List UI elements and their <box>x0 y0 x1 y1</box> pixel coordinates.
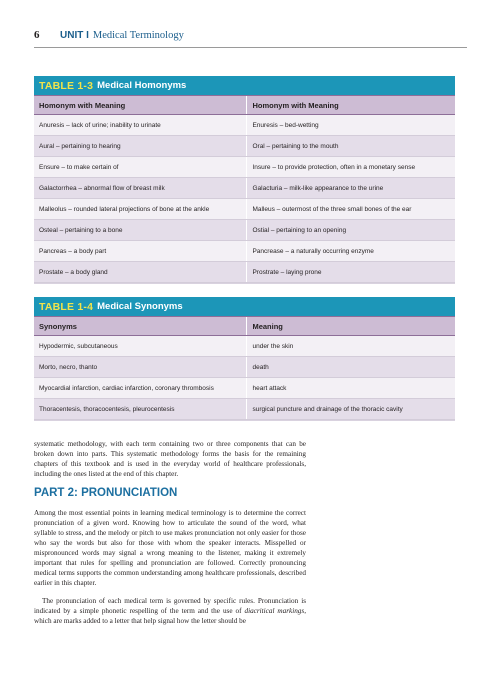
table-body <box>34 115 455 283</box>
table-cell: Anuresis – lack of urine; inability to urinate <box>34 115 247 135</box>
header-rule <box>34 47 467 48</box>
unit-label: UNIT I <box>60 30 89 41</box>
unit-title: Medical Terminology <box>92 30 184 41</box>
table-medical-homonyms <box>34 76 455 284</box>
table-cell: Prostate – a body gland <box>34 262 247 282</box>
table-row <box>34 357 455 378</box>
table-cell: Galacturia – milk-like appearance to the urine <box>252 184 384 192</box>
table-cell: under the skin <box>252 342 294 350</box>
table-header-row <box>34 95 455 115</box>
page-number: 6 <box>34 29 40 41</box>
table-title: Medical Homonyms <box>97 80 187 91</box>
table-row <box>34 220 455 241</box>
table-body <box>34 336 455 420</box>
table-cell: surgical puncture and drainage of the thoracic cavity <box>252 405 403 413</box>
table-cell: Hypodermic, subcutaneous <box>34 336 247 356</box>
table-cell: Malleolus – rounded lateral projections of bone at the ankle <box>34 199 247 219</box>
table-label: TABLE 1-4 <box>39 300 94 313</box>
table-row <box>34 336 455 357</box>
section-heading: PART 2: PRONUNCIATION <box>34 487 178 499</box>
table-cell: Myocardial infarction, cardiac infarction, coronary thrombosis <box>34 378 247 398</box>
table-cell: Malleus – outermost of the three small bones of the ear <box>252 205 412 213</box>
page-header <box>34 29 184 45</box>
table-row <box>34 378 455 399</box>
table-row <box>34 241 455 262</box>
table-row <box>34 262 455 283</box>
table-cell: Pancreas – a body part <box>34 241 247 261</box>
paragraph-text: , which are marks added to a letter that help signal how the letter should be <box>34 607 306 625</box>
table-cell: Thoracentesis, thoracocentesis, pleurocentesis <box>34 399 247 419</box>
body-paragraph: Among the most essential points in learning medical terminology is to determine the correct pronunciation of a given word. Knowing how to articulate the sound of the word, what syllable to stress, and the melody or pitch to use makes pronunciation not only easier for those who say the words but also for those with whom the speaker interacts. Misspelled or mispronounced words may signal a wrong meaning to the listener, making it extremely important that rules for spelling and pronunciation are followed. Correctly pronouncing medical terms supports the common understanding among healthcare professionals, described earlier in this chapter. <box>34 509 306 587</box>
table-cell: Galactorrhea – abnormal flow of breast milk <box>34 178 247 198</box>
table-row <box>34 157 455 178</box>
column-header: Synonyms <box>34 317 247 335</box>
table-caption <box>34 297 455 316</box>
table-title: Medical Synonyms <box>97 301 183 312</box>
table-medical-synonyms <box>34 297 455 421</box>
table-cell: Enuresis – bed-wetting <box>252 121 319 129</box>
table-row <box>34 115 455 136</box>
body-paragraph: systematic methodology, with each term containing two or three components that can be broken down into parts. This systematic methodology forms the basis for the remaining chapters of this textbook and is used in the everyday world of healthcare professionals, including the ones listed at the end of this chapter. <box>34 440 306 478</box>
table-cell: Morto, necro, thanto <box>34 357 247 377</box>
table-cell: Osteal – pertaining to a bone <box>34 220 247 240</box>
table-row <box>34 199 455 220</box>
table-cell: Ostial – pertaining to an opening <box>252 226 347 234</box>
table-cell: Aural – pertaining to hearing <box>34 136 247 156</box>
column-header: Homonym with Meaning <box>34 96 247 114</box>
table-row <box>34 136 455 157</box>
paragraph-text: The pronunciation of each medical term is governed by specific rules. Pronunciation is indicated by a simple phonetic respelling of the term and the use of <box>34 597 306 615</box>
table-cell: Oral – pertaining to the mouth <box>252 142 339 150</box>
italic-term: diacritical markings <box>244 607 305 615</box>
table-row <box>34 178 455 199</box>
table-label: TABLE 1-3 <box>39 79 94 92</box>
table-header-row <box>34 316 455 336</box>
table-caption <box>34 76 455 95</box>
table-cell: heart attack <box>252 384 287 392</box>
table-cell: Pancrease – a naturally occurring enzyme <box>252 247 374 255</box>
table-cell: death <box>252 363 269 371</box>
column-header: Meaning <box>252 321 283 331</box>
table-cell: Ensure – to make certain of <box>34 157 247 177</box>
table-cell: Insure – to provide protection, often in a monetary sense <box>252 163 416 171</box>
column-header: Homonym with Meaning <box>252 100 339 110</box>
body-paragraph <box>34 596 306 626</box>
table-cell: Prostrate – laying prone <box>252 268 322 276</box>
table-row <box>34 399 455 420</box>
